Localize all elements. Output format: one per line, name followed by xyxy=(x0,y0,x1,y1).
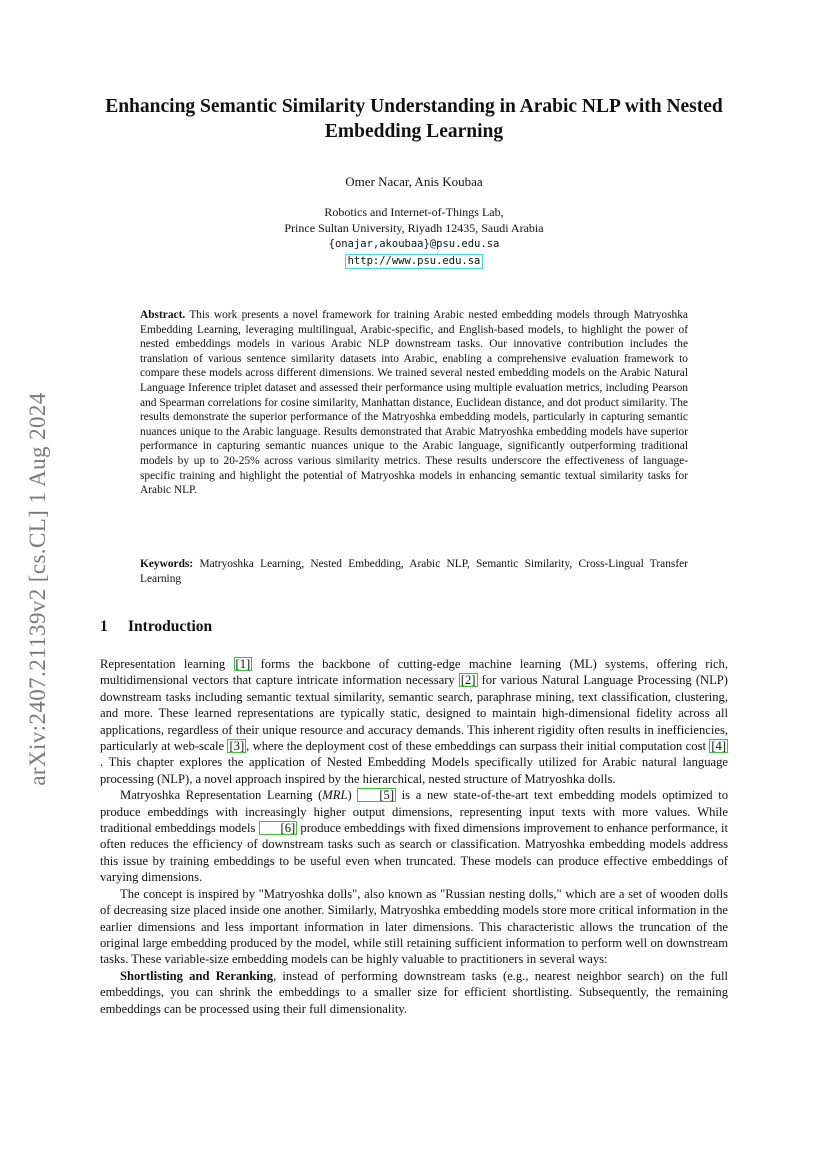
citation-link[interactable]: [1] xyxy=(235,657,251,671)
affiliation-block xyxy=(100,204,728,269)
citation-link[interactable]: [4] xyxy=(711,739,727,754)
section-title: Introduction xyxy=(128,618,213,635)
text-run: . This chapter explores the application of Nested Embedding Models specifically utilized for Arabic natural language processing (NLP), a novel approach inspired by the hierarchical, nested structure of Matryoshka dolls. xyxy=(100,755,728,786)
text-run: produce embeddings with fixed dimensions improvement to enhance performance, it often reduces the efficiency of downstream tasks such as search or classification. Matryoshka embedding models address this issue by training embeddings to be useful even when truncated. These models can produce effective embeddings of varying dimensions. xyxy=(100,821,729,885)
text-run: forms the backbone of cutting-edge machine learning (ML) systems, offering rich, multidimensional vectors that capture intricate information necessary xyxy=(100,657,729,688)
author-list: Omer Nacar, Anis Koubaa xyxy=(345,174,483,189)
website-link[interactable]: http://www.psu.edu.sa xyxy=(345,254,484,269)
affiliation-lab: Robotics and Internet-of-Things Lab, xyxy=(324,205,504,219)
arxiv-side-label xyxy=(20,366,56,812)
text-run: for various Natural Language Processing (NLP) downstream tasks including semantic textual similarity, semantic search, paraphrase mining, text classification, clustering, and more. These learned representations are typically static, designed to maintain high-dimensional fidelity across all applications, regardless of their unique resource and accuracy demands. This inherent rigidity often results in inefficiencies, particularly at web-scale xyxy=(100,673,729,754)
keywords xyxy=(140,557,688,586)
abstract-label: Abstract. xyxy=(140,309,186,321)
citation-link[interactable]: [3] xyxy=(229,739,245,754)
math-symbol: MRL xyxy=(322,788,348,803)
citation-link[interactable]: [2] xyxy=(460,673,476,688)
text-run: is a new state-of-the-art text embedding models optimized to produce embeddings with increasingly higher output dimensions, representing input texts with more values. While traditional embeddings models xyxy=(100,788,729,836)
section-heading-introduction xyxy=(100,618,728,636)
keywords-label: Keywords: xyxy=(140,558,194,570)
keywords-text: Matryoshka Learning, Nested Embedding, Arabic NLP, Semantic Similarity, Cross-Lingual Transfer Learning xyxy=(140,558,688,585)
citation-link[interactable]: [6] xyxy=(259,821,298,835)
text-run: , where the deployment cost of these embeddings can surpass their initial computation cost xyxy=(246,739,706,754)
paragraph-1 xyxy=(100,656,728,787)
abstract xyxy=(140,308,688,498)
section-number: 1 xyxy=(100,618,108,635)
arxiv-identifier: arXiv:2407.21139v2 [cs.CL] 1 Aug 2024 xyxy=(25,392,50,786)
affiliation-university: Prince Sultan University, Riyadh 12435, Saudi Arabia xyxy=(284,221,544,235)
citation-link[interactable]: [5] xyxy=(357,788,396,802)
run-in-heading: Shortlisting and Reranking xyxy=(120,968,274,983)
paragraph-4 xyxy=(100,968,728,1017)
text-run: Representation learning xyxy=(100,657,226,671)
paragraph-3: The concept is inspired by "Matryoshka dolls", also known as "Russian nesting dolls," which are a set of wooden dolls of decreasing size placed inside one another. Similarly, Matryoshka embedding models store more critical information in the earlier dimensions and less important information in later dimensions. This characteristic allows the truncation of the original large embedding produced by the model, while still retaining sufficient information to perform well on downstream tasks. These variable-size embedding models can be highly valuable to practitioners in several ways: xyxy=(100,886,728,967)
text-run: ) xyxy=(347,788,352,803)
author-email: {onajar,akoubaa}@psu.edu.sa xyxy=(328,238,500,250)
paper-title: Enhancing Semantic Similarity Understanding in Arabic NLP with Nested Embedding Learning xyxy=(105,96,723,142)
text-run: Matryoshka Representation Learning ( xyxy=(120,788,323,803)
introduction-body xyxy=(100,656,728,1017)
text-run: , instead of performing downstream tasks (e.g., nearest neighbor search) on the full embeddings, you can shrink the embeddings to a smaller size for efficient shortlisting. Subsequently, the remaining embeddings can be processed using their full dimensionality. xyxy=(100,968,728,1016)
abstract-text: This work presents a novel framework for training Arabic nested embedding models through Matryoshka Embedding Learning, leveraging multilingual, Arabic-specific, and English-based models, to highlight the power of nested embeddings models in various Arabic NLP downstream tasks. Our innovative contribution includes the translation of various sentence similarity datasets into Arabic, enabling a comprehensive evaluation framework to compare these models across different dimensions. We trained several nested embedding models on the Arabic Natural Language Inference triplet dataset and assessed their performance using multiple evaluation metrics, including Pearson and Spearman correlations for cosine similarity, Manhattan distance, Euclidean distance, and dot product similarity. The results demonstrate the superior performance of the Matryoshka embedding models, particularly in capturing semantic nuances unique to the Arabic language. Results demonstrated that Arabic Matryoshka embedding models have superior performance in capturing semantic nuances unique to the Arabic language, significantly outperforming traditional models by up to 20-25% across various similarity metrics. These results underscore the effectiveness of language-specific training and highlight the potential of Matryoshka models in enhancing semantic textual similarity tasks for Arabic NLP. xyxy=(140,309,688,497)
paragraph-2 xyxy=(100,787,728,885)
